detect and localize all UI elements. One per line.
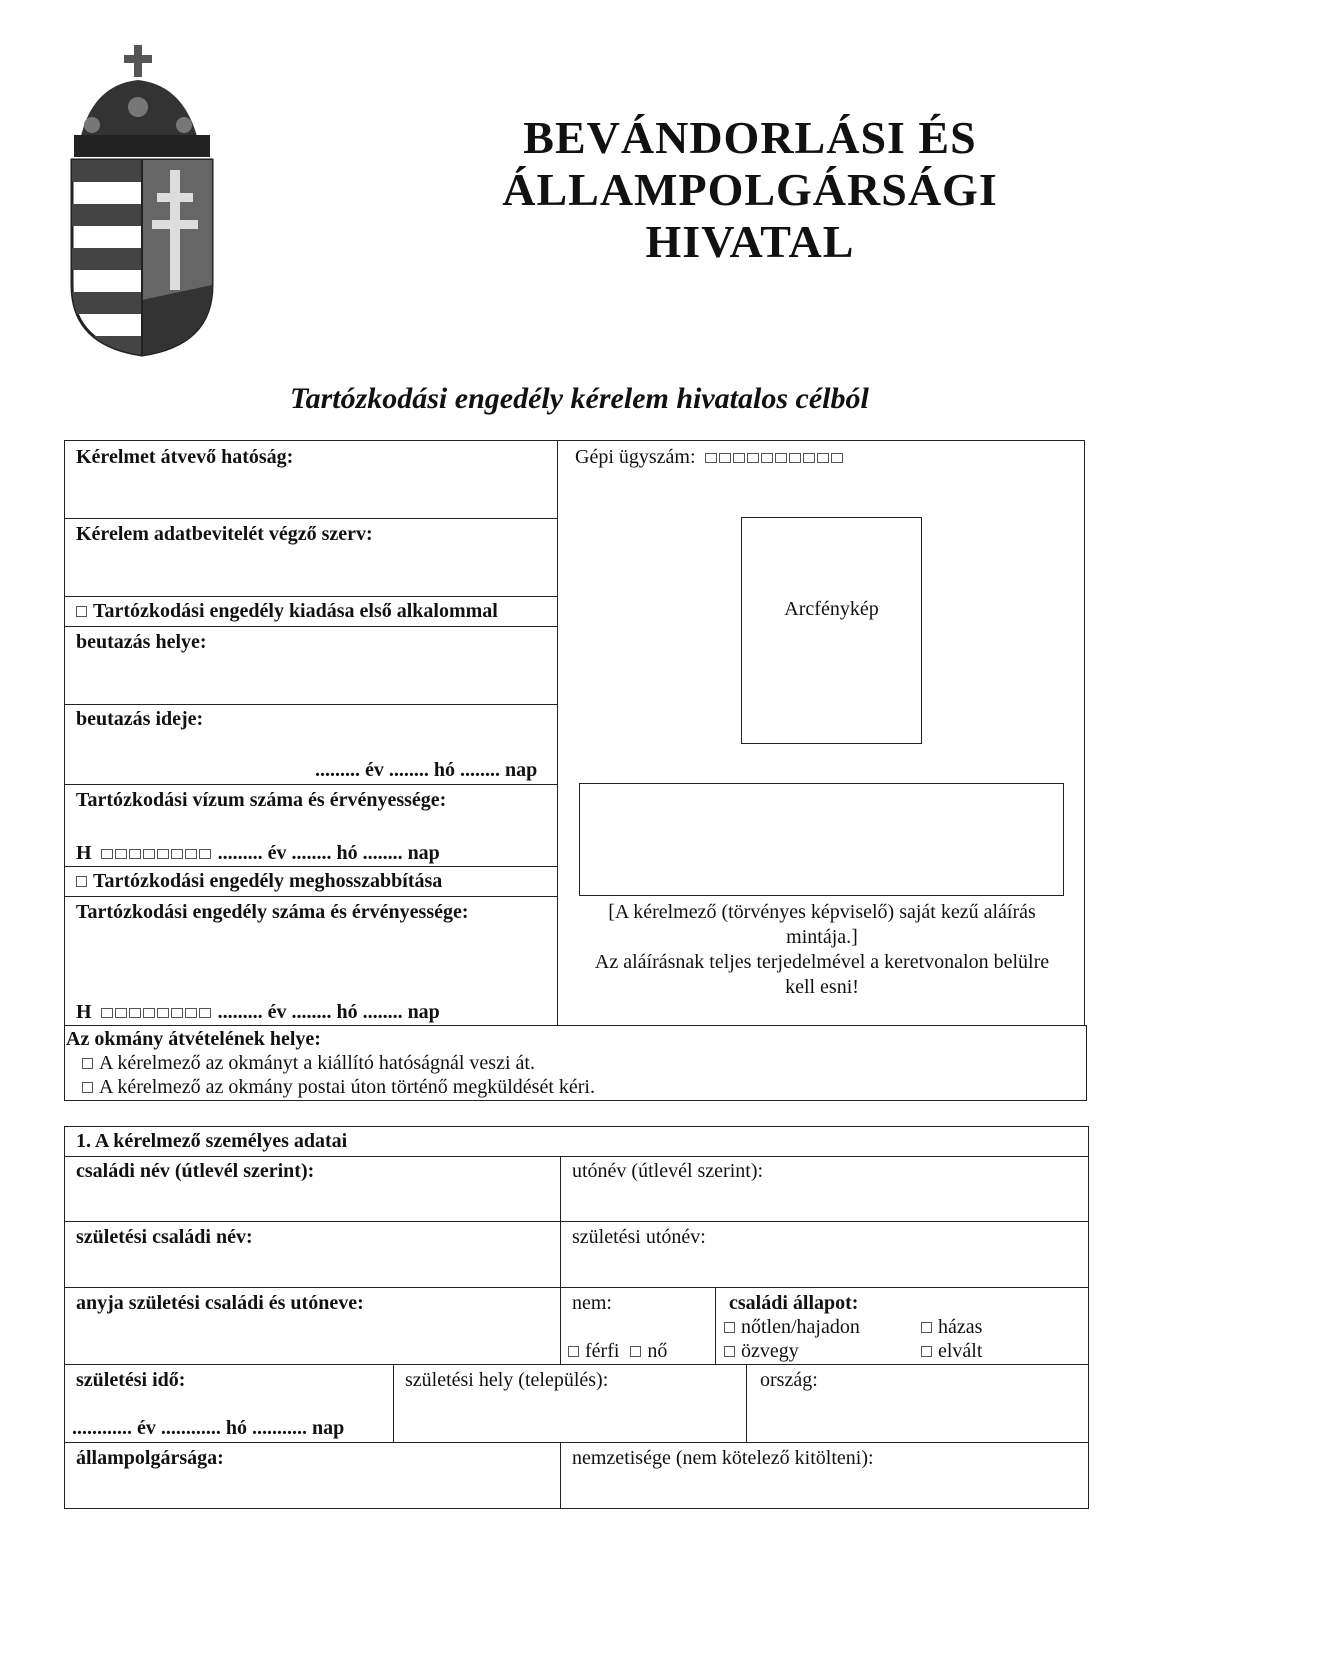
entry-place-field[interactable] <box>66 660 554 700</box>
birth-family-name-field[interactable] <box>66 1252 556 1284</box>
marital-divorced-option[interactable]: elvált <box>921 1340 982 1363</box>
pickup-option-2[interactable] <box>82 1076 595 1099</box>
photo-label: Arcfénykép <box>784 598 879 620</box>
signature-note-2: Az aláírásnak teljes terjedelmével a keretvonalon belülre kell esni! <box>594 951 1050 998</box>
data-entry-org-label: Kérelem adatbevitelét végző szerv: <box>76 523 373 545</box>
extension-option[interactable] <box>76 870 442 893</box>
sex-options <box>568 1340 667 1363</box>
birth-place-label: születési hely (település): <box>405 1369 609 1391</box>
visa-number-boxes[interactable] <box>101 842 213 864</box>
birth-family-name-label: születési családi név: <box>76 1226 253 1248</box>
family-name-field[interactable] <box>66 1186 556 1218</box>
marital-married-option[interactable]: házas <box>921 1316 982 1339</box>
first-issue-label: Tartózkodási engedély kiadása első alkalommal <box>93 600 498 622</box>
pickup-option-1[interactable] <box>82 1052 535 1075</box>
pickup-option-1-checkbox[interactable] <box>82 1058 93 1069</box>
entry-date-line[interactable]: ......... év ........ hó ........ nap <box>315 759 538 781</box>
agency-name-line-2: ÁLLAMPOLGÁRSÁGI <box>502 164 998 215</box>
extension-checkbox[interactable] <box>76 876 87 887</box>
visa-number-field[interactable] <box>76 842 440 865</box>
permit-number-label: Tartózkodási engedély száma és érvényessége: <box>76 901 469 923</box>
marital-divorced-checkbox[interactable] <box>921 1346 932 1357</box>
agency-name-line-3: HIVATAL <box>645 216 855 267</box>
pickup-title: Az okmány átvételének helye: <box>66 1028 321 1050</box>
signature-box[interactable] <box>579 783 1064 896</box>
personal-section-title: 1. A kérelmező személyes adatai <box>76 1130 348 1152</box>
marital-status-label: családi állapot: <box>729 1292 859 1314</box>
pickup-option-1-label: A kérelmező az okmányt a kiállító hatóságnál veszi át. <box>99 1052 535 1074</box>
nationality-field[interactable] <box>563 1474 1085 1506</box>
case-number-label: Gépi ügyszám: <box>575 446 696 468</box>
sex-male-checkbox[interactable] <box>568 1346 579 1357</box>
citizenship-field[interactable] <box>66 1474 556 1506</box>
permit-prefix: H <box>76 1001 92 1023</box>
entry-time-label: beutazás ideje: <box>76 708 204 730</box>
birth-given-name-field[interactable] <box>563 1252 1085 1284</box>
form-title: Tartózkodási engedély kérelem hivatalos célból <box>290 382 869 415</box>
birth-date-label: születési idő: <box>76 1369 186 1391</box>
signature-note-1: [A kérelmező (törvényes képviselő) saját kezű aláírás mintája.] <box>608 901 1036 948</box>
case-number <box>575 446 845 469</box>
receiving-authority-label: Kérelmet átvevő hatóság: <box>76 446 294 468</box>
pickup-option-2-label: A kérelmező az okmány postai úton történő megküldését kéri. <box>99 1076 595 1098</box>
nationality-label: nemzetisége (nem kötelező kitölteni): <box>572 1447 874 1469</box>
entry-place-label: beutazás helye: <box>76 631 207 653</box>
extension-label: Tartózkodási engedély meghosszabbítása <box>93 870 443 892</box>
visa-date-line[interactable]: ......... év ........ hó ........ nap <box>217 842 440 864</box>
agency-name-line-1: BEVÁNDORLÁSI ÉS <box>523 112 977 163</box>
pickup-option-2-checkbox[interactable] <box>82 1082 93 1093</box>
sex-male-option[interactable]: férfi <box>568 1340 619 1362</box>
visa-prefix: H <box>76 842 92 864</box>
permit-number-boxes[interactable] <box>101 1001 213 1023</box>
citizenship-label: állampolgársága: <box>76 1447 224 1469</box>
data-entry-org-field[interactable] <box>66 552 554 592</box>
sex-female-checkbox[interactable] <box>630 1346 641 1357</box>
marital-single-option[interactable]: nőtlen/hajadon <box>724 1316 860 1339</box>
marital-single-checkbox[interactable] <box>724 1322 735 1333</box>
sex-female-option[interactable]: nő <box>630 1340 667 1362</box>
country-field[interactable] <box>749 1396 1085 1438</box>
marital-widowed-option[interactable]: özvegy <box>724 1340 799 1363</box>
mother-name-label: anyja születési családi és utóneve: <box>76 1292 364 1314</box>
visa-number-label: Tartózkodási vízum száma és érvényessége: <box>76 789 447 811</box>
marital-widowed-checkbox[interactable] <box>724 1346 735 1357</box>
first-issue-option[interactable] <box>76 600 498 623</box>
mother-name-field[interactable] <box>66 1318 556 1360</box>
permit-date-line[interactable]: ......... év ........ hó ........ nap <box>217 1001 440 1023</box>
given-name-label: utónév (útlevél szerint): <box>572 1160 764 1182</box>
given-name-field[interactable] <box>563 1186 1085 1218</box>
marital-married-checkbox[interactable] <box>921 1322 932 1333</box>
birth-place-field[interactable] <box>396 1396 742 1438</box>
birth-given-name-label: születési utónév: <box>572 1226 706 1248</box>
signature-note <box>583 900 1061 1000</box>
coat-of-arms-icon <box>62 45 222 365</box>
country-label: ország: <box>760 1369 818 1391</box>
birth-date-line[interactable]: ............ év ............ hó ........... nap <box>72 1417 345 1439</box>
sex-label: nem: <box>572 1292 612 1314</box>
permit-number-field[interactable] <box>76 1001 440 1024</box>
photo-box[interactable] <box>741 517 922 744</box>
receiving-authority-field[interactable] <box>66 475 554 515</box>
first-issue-checkbox[interactable] <box>76 606 87 617</box>
case-number-boxes <box>705 446 845 468</box>
family-name-label: családi név (útlevél szerint): <box>76 1160 315 1182</box>
